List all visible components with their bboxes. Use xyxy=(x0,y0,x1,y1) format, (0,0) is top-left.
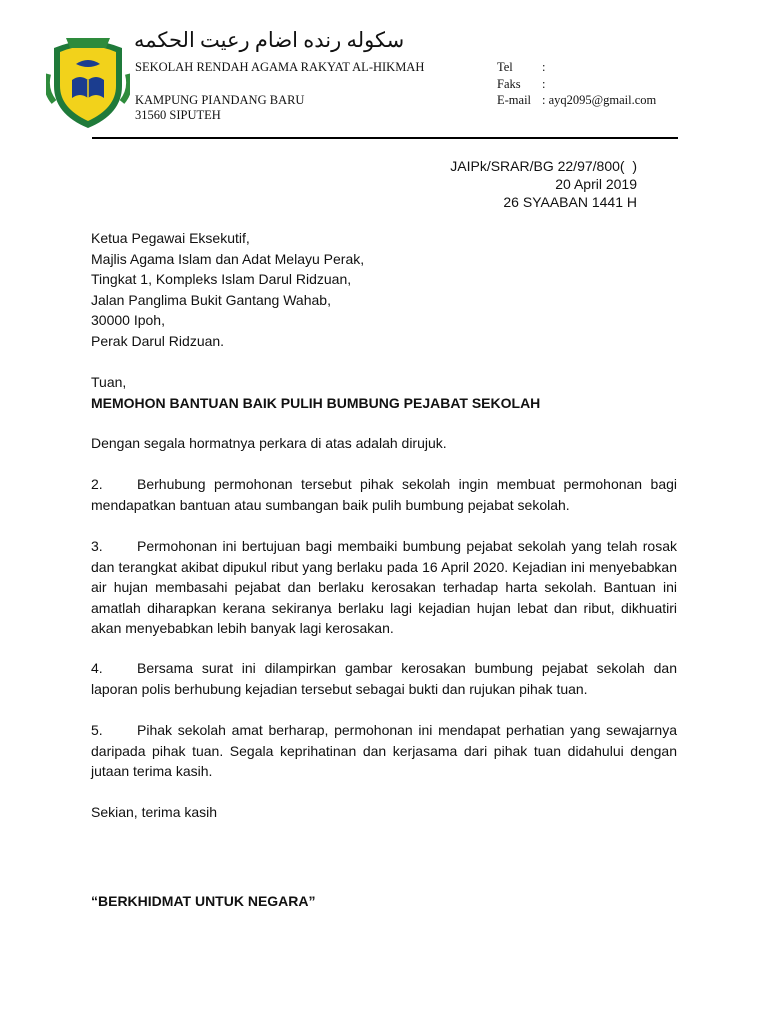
paragraph-text: Berhubung permohonan tersebut pihak sekolah ingin membuat permohonan bagi mendapatkan bantuan atau sumbangan baik pulih bumbung pejabat sekolah. xyxy=(91,476,677,513)
recipient-line: Majlis Agama Islam dan Adat Melayu Perak, xyxy=(91,250,365,267)
email-value: : ayq2095@gmail.com xyxy=(542,93,657,107)
fax-label: Faks xyxy=(497,77,521,91)
recipient-line: 30000 Ipoh, xyxy=(91,312,165,329)
tel-label: Tel xyxy=(497,60,513,74)
paragraph-4 xyxy=(91,658,677,699)
hijri-date: 26 SYAABAN 1441 H xyxy=(503,194,637,210)
paragraph-text: Pihak sekolah amat berharap, permohonan ini mendapat perhatian yang sewajarnya daripada pihak tuan. Segala keprihatinan dan kerjasama dari pihak tuan didahului dengan jutaan terima kasih. xyxy=(91,722,677,780)
reference-number: JAIPk/SRAR/BG 22/97/800( ) xyxy=(450,158,637,174)
paragraph-number: 2. xyxy=(91,476,103,492)
school-name-jawi: سكوله رنده اضام رعيت الحكمه xyxy=(134,28,405,52)
paragraph-2 xyxy=(91,474,677,515)
opening-line: Dengan segala hormatnya perkara di atas adalah dirujuk. xyxy=(91,435,447,451)
paragraph-3 xyxy=(91,536,677,639)
paragraph-5 xyxy=(91,720,677,782)
recipient-line: Tingkat 1, Kompleks Islam Darul Ridzuan, xyxy=(91,271,352,288)
address-line-1: KAMPUNG PIANDANG BARU xyxy=(135,93,305,107)
recipient-line: Perak Darul Ridzuan. xyxy=(91,332,225,349)
paragraph-text: Permohonan ini bertujuan bagi membaiki bumbung pejabat sekolah yang telah rosak dan terangkat akibat dipukul ribut yang berlaku pada 16 April 2020. Kejadian ini menyebabkan air hujan membasahi pejabat dan berlaku kerosakan terhadap harta sekolah. Bantuan ini amatlah diharapkan kerana sekiranya berlaku lagi kejadian hujan lebat dan ribut, dikhuatiri akan menyebabkan lebih banyak lagi kerosakan. xyxy=(91,538,677,637)
paragraph-number: 5. xyxy=(91,722,103,738)
address-line-2: 31560 SIPUTEH xyxy=(135,108,221,122)
fax-value: : xyxy=(542,77,546,91)
tel-value: : xyxy=(542,60,546,74)
paragraph-number: 4. xyxy=(91,660,103,676)
letter-date: 20 April 2019 xyxy=(555,176,637,192)
recipient-line: Ketua Pegawai Eksekutif, xyxy=(91,230,250,246)
school-logo xyxy=(46,34,130,130)
recipient-line: Jalan Panglima Bukit Gantang Wahab, xyxy=(91,291,331,308)
motto: “BERKHIDMAT UNTUK NEGARA” xyxy=(91,893,316,909)
email-label: E-mail xyxy=(497,93,532,107)
school-name: SEKOLAH RENDAH AGAMA RAKYAT AL-HIKMAH xyxy=(135,60,425,74)
header-divider xyxy=(92,137,678,139)
paragraph-number: 3. xyxy=(91,538,103,554)
paragraph-text: Bersama surat ini dilampirkan gambar kerosakan bumbung pejabat sekolah dan laporan polis berhubung kejadian tersebut sebagai bukti dan rujukan pihak tuan. xyxy=(91,660,677,697)
closing-line: Sekian, terima kasih xyxy=(91,804,218,820)
reference-block xyxy=(450,157,637,211)
subject-line: MEMOHON BANTUAN BAIK PULIH BUMBUNG PEJABAT SEKOLAH xyxy=(91,395,541,411)
salutation: Tuan, xyxy=(91,374,127,390)
recipient-address xyxy=(91,228,364,352)
